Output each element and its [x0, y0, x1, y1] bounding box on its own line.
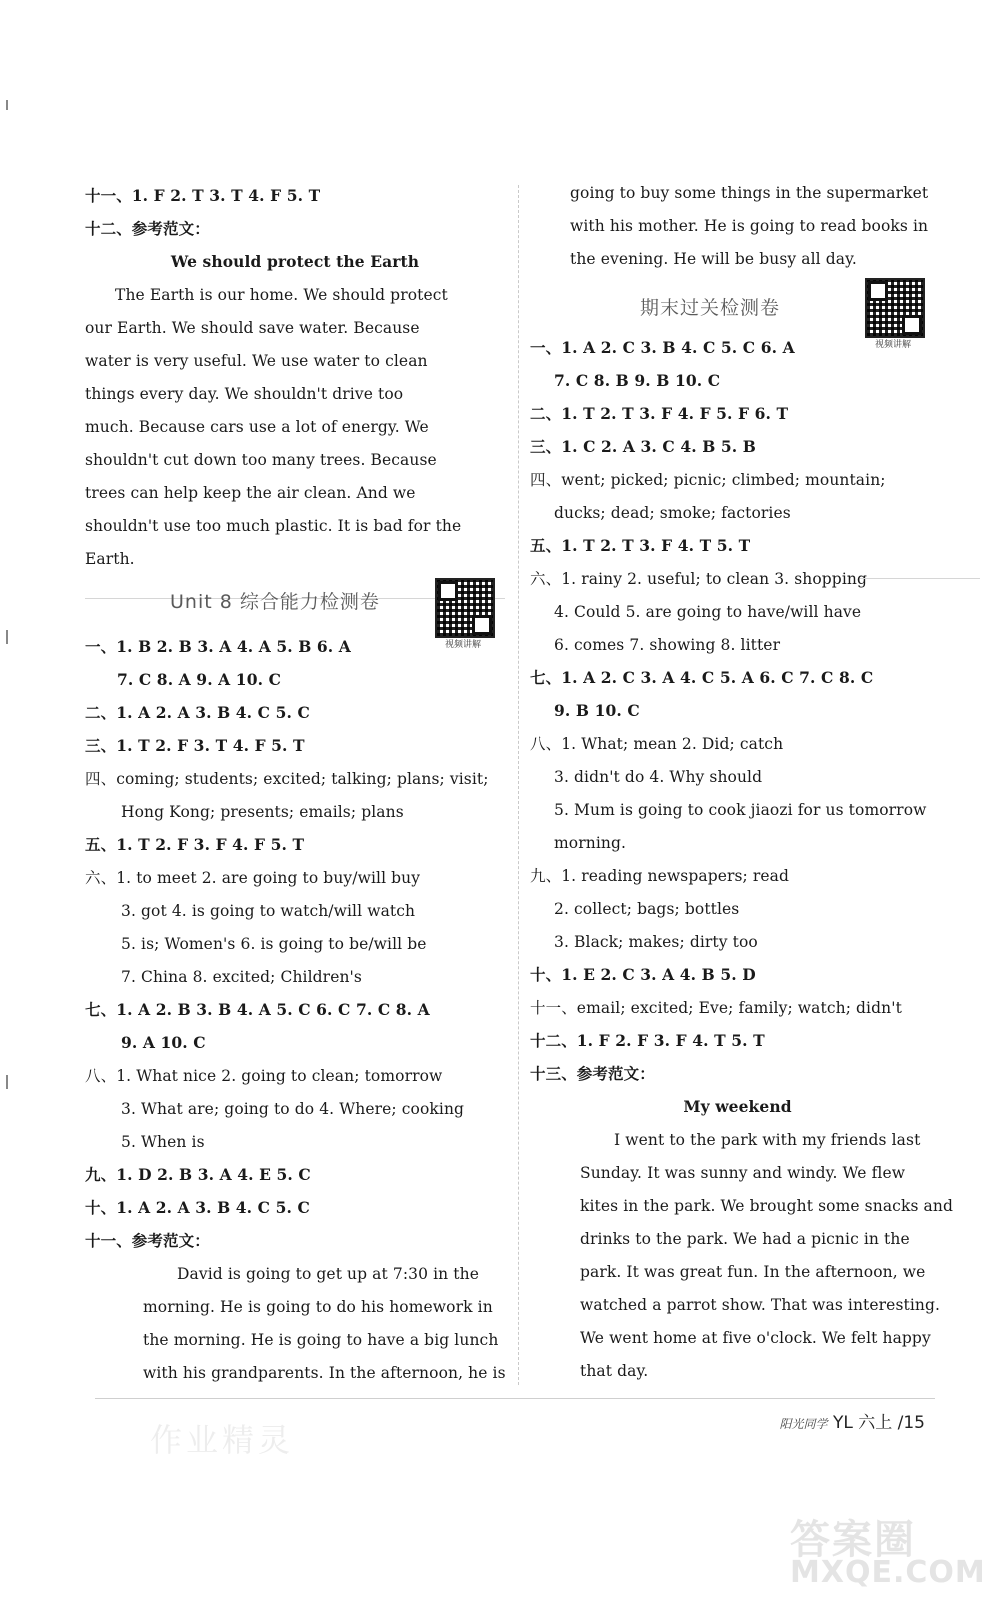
- answer-line: 五、1. T 2. T 3. F 4. T 5. T: [530, 536, 751, 555]
- essay-line: with his mother. He is going to read books in: [570, 217, 929, 235]
- essay-line: shouldn't cut down too many trees. Because: [85, 451, 437, 469]
- watermark: 答案圈: [790, 1517, 916, 1563]
- essay-line: things every day. We shouldn't drive too: [85, 385, 404, 403]
- answer-line: 十二、1. F 2. F 3. F 4. T 5. T: [530, 1031, 765, 1050]
- essay-line: the morning. He is going to have a big lunch: [143, 1331, 499, 1349]
- answer-line: 7. C 8. B 9. B 10. C: [554, 371, 721, 390]
- essay-line: going to buy some things in the supermarket: [570, 184, 929, 202]
- section-title: Unit 8 综合能力检测卷: [170, 591, 380, 613]
- answer-line: 十一、1. F 2. T 3. T 4. F 5. T: [85, 186, 321, 205]
- answer-line: 十一、email; excited; Eve; family; watch; didn't: [530, 999, 902, 1017]
- answer-line: 五、1. T 2. F 3. F 4. F 5. T: [85, 835, 305, 854]
- section-heading: 十二、参考范文：: [85, 219, 210, 238]
- essay-line: with his grandparents. In the afternoon, he is: [143, 1364, 506, 1382]
- answer-line: 3. Black; makes; dirty too: [554, 933, 758, 951]
- essay-line: park. It was great fun. In the afternoon, we: [580, 1263, 926, 1281]
- essay-line: much. Because cars use a lot of energy. We: [85, 418, 429, 436]
- answer-line: 7. C 8. A 9. A 10. C: [117, 670, 282, 689]
- essay-line: Earth.: [85, 550, 135, 568]
- essay-line: water is very useful. We use water to clean: [85, 352, 428, 370]
- qr-caption: 视频讲解: [874, 340, 911, 350]
- essay-title: My weekend: [683, 1097, 792, 1116]
- qr-code[interactable]: [865, 278, 925, 338]
- essay-line: The Earth is our home. We should protect: [115, 286, 448, 304]
- essay-line: I went to the park with my friends last: [614, 1131, 921, 1149]
- answer-line: 一、1. A 2. C 3. B 4. C 5. C 6. A: [530, 338, 795, 357]
- watermark: MXQE.COM: [790, 1555, 986, 1590]
- answer-line: 八、1. What nice 2. going to clean; tomorrow: [85, 1067, 443, 1085]
- answer-line: 四、went; picked; picnic; climbed; mountain;: [530, 471, 886, 489]
- page-number: /15: [897, 1413, 925, 1433]
- essay-line: watched a parrot show. That was interesting.: [580, 1296, 941, 1314]
- section-heading: 十一、参考范文：: [85, 1231, 210, 1250]
- binding-mark: [6, 100, 8, 110]
- answer-line: ducks; dead; smoke; factories: [554, 504, 791, 522]
- essay-line: the evening. He will be busy all day.: [570, 250, 857, 268]
- section-title: 期末过关检测卷: [640, 297, 781, 319]
- answer-line: 三、1. C 2. A 3. C 4. B 5. B: [530, 437, 756, 456]
- answer-line: 七、1. A 2. B 3. B 4. A 5. C 6. C 7. C 8. A: [85, 1000, 430, 1019]
- answer-line: 九、1. D 2. B 3. A 4. E 5. C: [85, 1165, 311, 1184]
- answer-line: 9. B 10. C: [554, 701, 640, 720]
- answer-line: 3. didn't do 4. Why should: [554, 768, 763, 786]
- essay-line: trees can help keep the air clean. And we: [85, 484, 416, 502]
- answer-line: 5. When is: [121, 1133, 205, 1151]
- page-footer: [780, 1408, 925, 1433]
- answer-line: 七、1. A 2. C 3. A 4. C 5. A 6. C 7. C 8. C: [530, 668, 874, 687]
- answer-line: 十、1. E 2. C 3. A 4. B 5. D: [530, 965, 756, 984]
- answer-line: 十、1. A 2. A 3. B 4. C 5. C: [85, 1198, 310, 1217]
- essay-line: morning. He is going to do his homework in: [143, 1298, 493, 1316]
- column-divider: [518, 185, 519, 1385]
- grade-label: YL 六上: [832, 1413, 893, 1433]
- essay-line: David is going to get up at 7:30 in the: [177, 1265, 479, 1283]
- answer-line: morning.: [554, 834, 627, 852]
- answer-line: 9. A 10. C: [121, 1033, 206, 1052]
- answer-line: 5. Mum is going to cook jiaozi for us tomorrow: [554, 801, 927, 819]
- answer-line: 二、1. A 2. A 3. B 4. C 5. C: [85, 703, 310, 722]
- essay-line: that day.: [580, 1362, 649, 1380]
- answer-line: 六、1. rainy 2. useful; to clean 3. shopping: [530, 570, 867, 588]
- answer-line: 六、1. to meet 2. are going to buy/will buy: [85, 869, 421, 887]
- answer-line: 6. comes 7. showing 8. litter: [554, 636, 781, 654]
- footer-rule: [95, 1398, 935, 1399]
- essay-line: kites in the park. We brought some snacks and: [580, 1197, 953, 1215]
- section-heading: 十三、参考范文：: [530, 1064, 655, 1083]
- essay-line: Sunday. It was sunny and windy. We flew: [580, 1164, 906, 1182]
- answer-line: 三、1. T 2. F 3. T 4. F 5. T: [85, 736, 305, 755]
- brand-logo: 阳光同学: [779, 1417, 828, 1431]
- binding-mark: [6, 1075, 8, 1089]
- watermark: 作业精灵: [150, 1421, 295, 1459]
- section-rule: [860, 578, 980, 579]
- answer-line: 2. collect; bags; bottles: [554, 900, 740, 918]
- essay-line: our Earth. We should save water. Because: [85, 319, 420, 337]
- binding-mark: [6, 630, 8, 644]
- answer-line: 5. is; Women's 6. is going to be/will be: [121, 935, 427, 953]
- answer-line: 九、1. reading newspapers; read: [530, 867, 790, 885]
- answer-line: 一、1. B 2. B 3. A 4. A 5. B 6. A: [85, 637, 351, 656]
- essay-line: We went home at five o'clock. We felt happy: [580, 1329, 931, 1347]
- answer-line: 四、coming; students; excited; talking; plans; visit;: [85, 770, 489, 788]
- essay-title: We should protect the Earth: [170, 252, 420, 271]
- answer-line: 二、1. T 2. T 3. F 4. F 5. F 6. T: [530, 404, 789, 423]
- essay-line: shouldn't use too much plastic. It is bad for the: [85, 517, 462, 535]
- answer-line: 八、1. What; mean 2. Did; catch: [530, 735, 784, 753]
- answer-line: Hong Kong; presents; emails; plans: [121, 803, 404, 821]
- answer-line: 3. What are; going to do 4. Where; cooking: [121, 1100, 465, 1118]
- essay-line: drinks to the park. We had a picnic in the: [580, 1230, 910, 1248]
- qr-caption: 视频讲解: [444, 640, 481, 650]
- qr-code[interactable]: [435, 578, 495, 638]
- answer-line: 7. China 8. excited; Children's: [121, 968, 362, 986]
- answer-line: 4. Could 5. are going to have/will have: [554, 603, 862, 621]
- answer-line: 3. got 4. is going to watch/will watch: [121, 902, 416, 920]
